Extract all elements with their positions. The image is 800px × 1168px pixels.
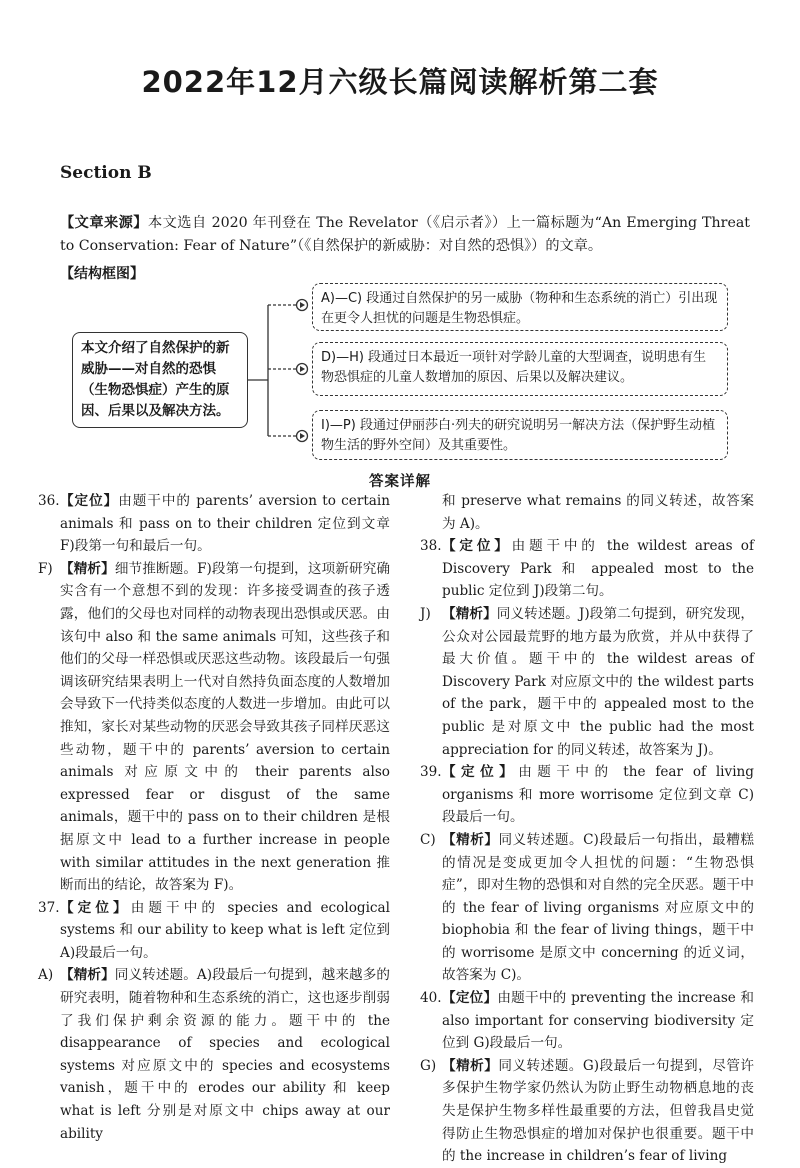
page-title: 2022年12月六级长篇阅读解析第二套 xyxy=(141,65,659,99)
answers-heading: 答案详解 xyxy=(369,474,431,490)
answer-item xyxy=(420,1055,754,1168)
item-text: 细节推断题。F)段第一句提到，这项新研究确实含有一个意想不到的发现：许多接受调查的孩子透露，他们的父母也对同样的动物表现出恐惧或厌恶。由该句中 also 和 the same animals 可知，这些孩子和他们的父母一样恐惧或厌恶这些动物。该段最后一句强调该研究结果表明上一代对自然持负面态度的人数增加会导致下一代持类似态度的人数进一步增加。由此可以推知，家长对某些动物的厌恶会导致其孩子同样厌恶这些动物，题干中的 parents’ aversion to certain animals 对应原文中的 their parents also expressed fear or disgust of the same animals，题干中的 pass on to their children 是根据原文中 lead to a further increase in people with similar attitudes in the next generation 推断而出的结论，故答案为 F)。 xyxy=(60,560,391,894)
item-number: 39. xyxy=(420,764,442,781)
item-text: 同义转述题。J)段第二句提到，研究发现，公众对公园最荒野的地方最为欣赏，并从中获得了最大价值。题干中的 the wildest areas of Discovery Park 对应原文中的 the wildest parts of the park，题干中的 appealed most to the public 是对原文中 the public had the most appreciation for 的同义转述，故答案为 J)。 xyxy=(442,605,754,758)
source-text: 本文选自 2020 年刊登在 The Revelator（《启示者》）上一篇标题为“An Emerging Threat to Conservation: Fear of Nature”（《自然保护的新威胁：对自然的恐惧》）的文章。 xyxy=(60,215,750,254)
structure-branch-3: I)—P) 段通过伊丽莎白·列夫的研究说明另一解决方法（保护野生动植物生活的野外空间）及其重要性。 xyxy=(312,410,728,460)
answer-item xyxy=(38,490,390,558)
answer-item xyxy=(420,829,754,987)
item-number: 38. xyxy=(420,538,442,555)
answer-item xyxy=(38,964,390,1145)
item-label: 【精析】 xyxy=(60,967,115,984)
item-text: 由题干中的 species and ecological systems 和 our ability to keep what is left 定位到 A)段最后一句。 xyxy=(60,899,390,961)
item-text: 由题干中的 the wildest areas of Discovery Park 和 appealed most to the public 定位到 J)段第二句。 xyxy=(442,538,754,600)
answer-item xyxy=(38,897,390,965)
item-number: A) xyxy=(38,967,54,984)
item-label: 【精析】 xyxy=(442,1057,499,1074)
item-label: 【定位】 xyxy=(60,899,131,916)
item-text: 同义转述题。G)段最后一句提到，尽管许多保护生物学家仍然认为防止野生动物栖息地的丧失是保护生物多样性最重要的方法，但曾我昌史觉得防止生物恐惧症的增加对保护也很重要。题干中的 the increase in children’s fear of living xyxy=(442,1057,755,1165)
item-number: 36. xyxy=(38,493,60,509)
item-label: 【定位】 xyxy=(442,990,498,1007)
right-column xyxy=(420,490,754,1168)
structure-summary-box: 本文介绍了自然保护的新威胁——对自然的恐惧（生物恐惧症）产生的原因、后果以及解决方法。 xyxy=(72,332,248,428)
item-label: 【精析】 xyxy=(442,831,499,848)
item-text: 同义转述题。A)段最后一句提到，越来越多的研究表明，随着物种和生态系统的消亡，这也逐步削弱了我们保护剩余资源的能力。题干中的 the disappearance of species and ecological systems 对应原文中的 species and ecosystems vanish，题干中的 erodes our ability 和 keep what is left 分别是对原文中 chips away at our ability xyxy=(60,967,390,1142)
item-label: 【精析】 xyxy=(60,560,115,577)
answer-item xyxy=(420,603,754,761)
item-number: J) xyxy=(420,605,431,622)
continuation-text: 和 preserve what remains 的同义转述，故答案为 A)。 xyxy=(442,493,754,532)
structure-label: 【结构框图】 xyxy=(60,266,144,282)
structure-branch-1: A)—C) 段通过自然保护的另一威胁（物种和生态系统的消亡）引出现在更令人担忧的问题是生物恐惧症。 xyxy=(312,283,728,331)
item-number: G) xyxy=(420,1057,437,1074)
item-label: 【定位】 xyxy=(442,764,519,781)
structure-branch-2: D)—H) 段通过日本最近一项针对学龄儿童的大型调查，说明患有生物恐惧症的儿童人数增加的原因、后果以及解决建议。 xyxy=(312,342,728,396)
item-label: 【精析】 xyxy=(442,605,497,622)
item-number: 40. xyxy=(420,990,442,1007)
answer-item xyxy=(420,987,754,1055)
source-label: 【文章来源】 xyxy=(60,215,148,231)
answer-item xyxy=(420,761,754,829)
item-label: 【定位】 xyxy=(442,538,512,555)
item-number: C) xyxy=(420,831,436,848)
item-text: 由题干中的 parents’ aversion to certain animals 和 pass on to their children 定位到文章 F)段第一句和最后一句。 xyxy=(60,493,390,555)
section-heading: Section B xyxy=(60,163,152,183)
answer-item xyxy=(38,558,390,897)
answer-item xyxy=(420,535,754,603)
left-column xyxy=(38,490,390,1145)
item-text: 同义转述题。C)段最后一句指出，最糟糕的情况是变成更加令人担忧的问题：“生物恐惧症”，即对生物的恐惧和对自然的完全厌恶。题干中的 the fear of living organisms 对应原文中的 biophobia 和 the fear of living things，题干中的 worrisome 是原文中 concerning 的近义词，故答案为 C)。 xyxy=(442,831,754,984)
item-label: 【定位】 xyxy=(60,493,119,509)
item-number: F) xyxy=(38,560,53,577)
item-text: 由题干中的 preventing the increase 和 also important for conserving biodiversity 定位到 G)段最后一句。 xyxy=(442,990,755,1052)
item-number: 37. xyxy=(38,899,60,916)
item-text: 由题干中的 the fear of living organisms 和 more worrisome 定位到文章 C)段最后一句。 xyxy=(442,764,754,826)
